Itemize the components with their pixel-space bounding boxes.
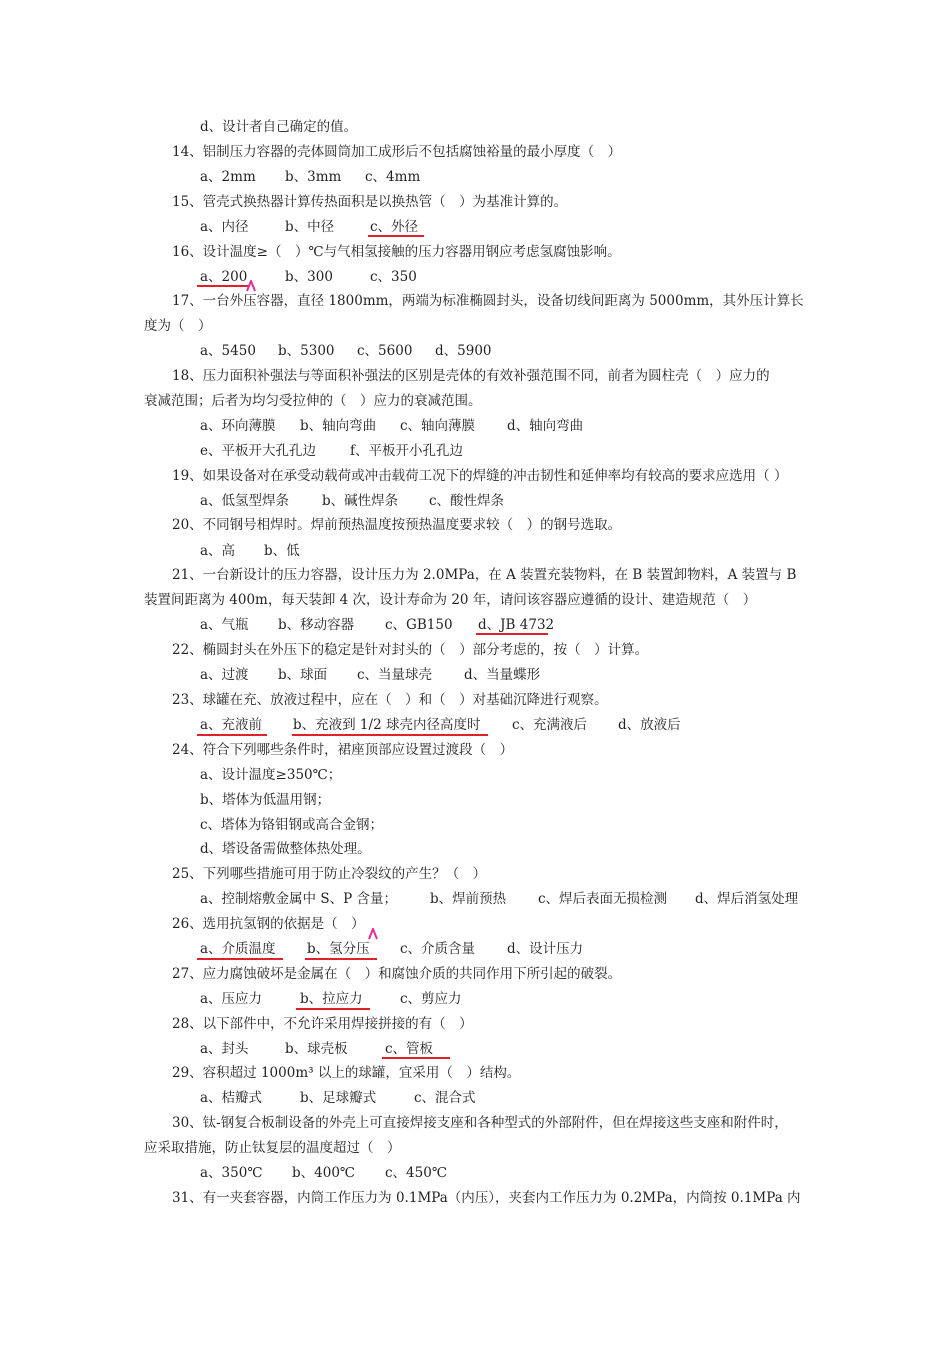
question-18-cont: 衰减范围；后者为均匀受拉伸的（ ）应力的衰减范围。 [144, 393, 482, 409]
option: a、压应力 [200, 991, 263, 1007]
question-30-cont: 应采取措施，防止钛复层的温度超过（ ） [144, 1140, 401, 1156]
option: c、4mm [365, 169, 421, 185]
caret-mark-icon [368, 928, 378, 940]
option: a、介质温度 [200, 941, 276, 957]
option: f、平板开小孔孔边 [350, 443, 463, 459]
option: b、球壳板 [285, 1041, 348, 1057]
option: a、气瓶 [200, 617, 249, 633]
option: c、混合式 [414, 1090, 476, 1106]
option: c、外径 [370, 219, 419, 235]
option: c、GB150 [385, 617, 453, 633]
option: a、200 [200, 269, 248, 285]
option: a、低氢型焊条 [200, 493, 290, 509]
question-25: 25、下列哪些措施可用于防止冷裂纹的产生？（ ） [172, 866, 487, 882]
option: a、5450 [200, 343, 256, 359]
question-26: 26、选用抗氢钢的依据是（ ） [172, 916, 365, 932]
option: d、设计压力 [507, 941, 584, 957]
option: b、300 [285, 269, 333, 285]
option: b、轴向弯曲 [300, 418, 377, 434]
option: b、移动容器 [278, 617, 355, 633]
option: b、球面 [278, 667, 328, 683]
option: d、放液后 [618, 717, 681, 733]
question-30: 30、钛-钢复合板制设备的外壳上可直接焊接支座和各种型式的外部附件，但在焊接这些支座和附件时， [172, 1115, 788, 1131]
option: c、管板 [385, 1041, 434, 1057]
question-24: 24、符合下列哪些条件时，裙座顶部应设置过渡段（ ） [172, 742, 514, 758]
question-23: 23、球罐在充、放液过程中，应在（ ）和（ ）对基础沉降进行观察。 [172, 692, 608, 708]
question-14: 14、铝制压力容器的壳体圆筒加工成形后不包括腐蚀裕量的最小厚度（ ） [172, 144, 622, 160]
option: b、氢分压 [307, 941, 370, 957]
question-29: 29、容积超过 1000m³ 以上的球罐，宜采用（ ）结构。 [172, 1065, 521, 1081]
question-31: 31、有一夹套容器，内筒工作压力为 0.1MPa（内压），夹套内工作压力为 0.2MPa，内筒按 0.1MPa 内 [172, 1190, 801, 1206]
option: b、拉应力 [300, 991, 363, 1007]
option: d、5900 [435, 343, 492, 359]
option: e、平板开大孔孔边 [200, 443, 316, 459]
option: b、400℃ [292, 1165, 356, 1181]
option: a、高 [200, 543, 236, 559]
question-18: 18、压力面积补强法与等面积补强法的区别是壳体的有效补强范围不同，前者为圆柱壳（ ）应力的 [172, 368, 770, 384]
option: d、当量蝶形 [464, 667, 541, 683]
question-19: 19、如果设备对在承受动载荷或冲击载荷工况下的焊缝的冲击韧性和延伸率均有较高的要求应选用（ ） [172, 468, 788, 484]
option: b、碱性焊条 [322, 493, 399, 509]
question-16: 16、设计温度≥（ ）℃与气相氢接触的压力容器用钢应考虑氢腐蚀影响。 [172, 244, 621, 260]
option: a、控制熔敷金属中 S、P 含量； [200, 891, 397, 907]
option: a、过渡 [200, 667, 249, 683]
answer-underline [197, 285, 249, 287]
option-line: c、塔体为铬钼钢或高合金钢； [200, 817, 384, 833]
option: c、轴向薄膜 [400, 418, 476, 434]
option-line: d、设计者自己确定的值。 [200, 119, 358, 135]
option: a、内径 [200, 219, 249, 235]
answer-underline [296, 1008, 370, 1010]
option: b、足球瓣式 [300, 1090, 377, 1106]
answer-underline [476, 633, 548, 635]
option: b、充液到 1/2 球壳内径高度时 [293, 717, 481, 733]
question-28: 28、以下部件中，不允许采用焊接拼接的有（ ） [172, 1016, 473, 1032]
option-line: d、塔设备需做整体热处理。 [200, 841, 371, 857]
option: b、低 [264, 543, 300, 559]
option: c、充满液后 [512, 717, 588, 733]
question-17-cont: 度为（ ） [144, 318, 212, 334]
option: a、2mm [200, 169, 256, 185]
option: a、桔瓣式 [200, 1090, 263, 1106]
question-20: 20、不同钢号相焊时。焊前预热温度按预热温度要求较（ ）的钢号选取。 [172, 517, 622, 533]
option: a、环向薄膜 [200, 418, 276, 434]
option: b、焊前预热 [430, 891, 507, 907]
answer-underline [197, 734, 267, 736]
option: a、350℃ [200, 1165, 263, 1181]
answer-underline [382, 1057, 450, 1059]
option: c、450℃ [385, 1165, 447, 1181]
option-line: a、设计温度≥350℃； [200, 767, 342, 783]
option: a、充液前 [200, 717, 263, 733]
option: b、5300 [278, 343, 335, 359]
option: c、焊后表面无损检测 [538, 891, 668, 907]
option: c、剪应力 [400, 991, 462, 1007]
option: c、当量球壳 [357, 667, 433, 683]
option: a、封头 [200, 1041, 249, 1057]
option: c、介质含量 [400, 941, 476, 957]
question-15: 15、管壳式换热器计算传热面积是以换热管（ ）为基准计算的。 [172, 194, 568, 210]
caret-mark-icon [246, 280, 256, 292]
answer-underline [292, 734, 488, 736]
option: c、350 [370, 269, 417, 285]
question-21-cont: 装置间距离为 400m，每天装卸 4 次，设计寿命为 20 年，请问该容器应遵循的设计、建造规范（ ） [144, 592, 757, 608]
option: c、酸性焊条 [429, 493, 505, 509]
option: d、焊后消氢处理 [695, 891, 799, 907]
question-22: 22、椭圆封头在外压下的稳定是针对封头的（ ）部分考虑的，按（ ）计算。 [172, 642, 649, 658]
answer-underline [368, 235, 424, 237]
question-27: 27、应力腐蚀破坏是金属在（ ）和腐蚀介质的共同作用下所引起的破裂。 [172, 966, 622, 982]
answer-underline [305, 958, 377, 960]
answer-underline [197, 958, 283, 960]
option-line: b、塔体为低温用钢； [200, 792, 331, 808]
question-21: 21、一台新设计的压力容器，设计压力为 2.0MPa，在 A 装置充装物料，在 B 装置卸物料，A 装置与 B [172, 567, 797, 583]
option: b、中径 [285, 219, 335, 235]
question-17: 17、一台外压容器，直径 1800mm，两端为标准椭圆封头，设备切线间距离为 5000mm，其外压计算长 [172, 293, 804, 309]
option: d、JB 4732 [478, 617, 555, 633]
option: c、5600 [357, 343, 413, 359]
option: d、轴向弯曲 [507, 418, 584, 434]
option: b、3mm [285, 169, 342, 185]
